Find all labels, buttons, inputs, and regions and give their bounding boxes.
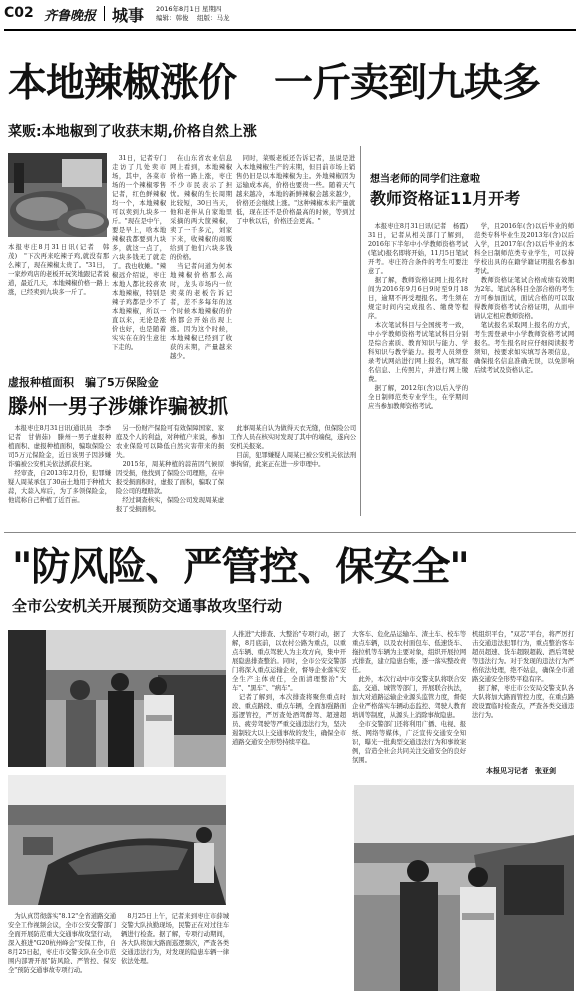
story3-column-2: 另一份财产保险可有效保障国家、家庭及个人的利益，对种植户来说，参加农业保险可以降低自然灾害带来的损失。 2015年，周某种植的蒜苗因气候原因受损，他找到了保险公司理赔，在申报受损面积时，虚报了面积，骗取了保险公司的理赔款。 经过调查核实，保险公司发现周某虚报了受损面积。 [116,424,224,513]
page-header [0,0,580,26]
story4-headline: "防风险、严管控、保安全" [12,545,469,590]
story1-subhead: 菜贩:本地椒到了收获末期,价格自然上涨 [8,124,257,140]
editor-credit: 编辑：韩俊 [156,14,189,22]
story3-column-1: 本报枣庄8月31日讯(通讯员 李季 记者 甘倩茹) 滕州一男子虚报种植面积、虚报种植面积，骗取保险公司5万元保险金，近日该男子因涉嫌诈骗被公安机关依法抓获归案。 经审查，自2013年2月份，犯罪嫌疑人周某承包了30亩土地用于种植大蒜，大蒜入库后，为了多领保险金，他谎称自己种植了近百亩。 [8,424,118,504]
story4-photo-caption-2: 8月25日上午，记者来到枣庄市薛城交警大队执勤现场，民警正在对过往车辆进行检查。据了解，专项行动期间，各大队将加大路面巡逻频次，严查各类交通违法行为，对发现的隐患车辆一律依法处理。 [121,912,229,965]
story2-headline: 教师资格证11月开考 [370,189,521,208]
story1-headline: 本地辣椒涨价 一斤卖到九块多 [8,61,541,106]
story4-subhead: 全市公安机关开展预防交通事故攻坚行动 [12,597,283,615]
paper-logo: 齐鲁晚报 [44,9,97,24]
story4-column-right: 机组织平台，"双芯"平台，将严厉打击交通违法犯罪行为，重点整治客车超员超速、货车超限超载、酒后驾驶等违法行为。对于发现的违法行为严格依法处理，绝不姑息，确保全市道路交通安全形势平稳有序。 据了解，枣庄市公安局交警支队各大队将加大路面管控力度，在重点路段设置临时检查点，严查各类交通违法行为。 [472,630,574,719]
story3-column-3: 此事周某自认为做得天衣无缝，但保险公司工作人员在核实时发现了其中的端倪，遂向公安机关报案。 目前，犯罪嫌疑人周某已被公安机关依法刑事拘留，此案正在进一步审理中。 [230,424,356,468]
story4-photo-police-checkpoint [8,630,226,767]
story4-reporter-byline: 本报见习记者 张亚剑 [486,767,556,775]
story2-column-2: 学，且2016年(含)以后毕业的师范类专科毕业生及2013年(含)以后入学，且2017年(含)以后毕业的本科全日制师范类专业学生，可以持学校出具的在籍学籍证明报名参加考试。 教师资格证笔试合格成绩有效期为2年。笔试各科目全部合格的考生方可参加面试，面试合格的可以取得教师资格考试合格证明，从而申请认定相应教师资格。 笔试报名采取网上报名的方式，考生需登录中小学教师资格考试网报名。考生报名时应仔细阅读报考须知，按要求如实填写各项信息，确保报名信息准确无误，以免影响后续考试及资格认定。 [474,222,574,374]
story4-column-mid-1: 人推进"大排查、大整治"专项行动，据了解，8月底前，以农村公路为重点，以重点车辆、重点驾驶人为主攻方向，集中开展隐患排查整治。同时，全市公安交警部门将深入重点运输企业，督导企业落实安全生产主体责任，全面清理整治"大车"、"黑车"、"病车"。 记者了解到，本次排查将聚焦重点时段、重点路段、重点车辆，全面加强路面巡逻管控，严厉查处酒驾醉驾、超速超员、疲劳驾驶等严重交通违法行为，坚决遏制较大以上交通事故的发生，确保全市道路交通安全形势持续平稳。 [232,630,346,746]
header-rule [4,29,576,31]
story2-kicker: 想当老师的同学们注意啦 [370,174,480,185]
logo-divider [104,6,105,21]
story4-photo-caption-1: 为认真贯彻落实"8.12"全省道路交通安全工作视频会议，全市公安交警部门全面开展防范重大交通事故攻坚行动，深入推进"G20杭州峰会"安保工作，自8月25日起，枣庄市交警支队在全市范围内部署开展"防风险、严管控、保安全"预防交通事故专项行动。 [8,912,116,974]
story1-column-2: 在山东省农业信息网上看到，本地辣椒价格一路上涨，枣庄不少市民表示了担忧。辣椒的生长周期比较短，30日当天，他和老伴从自家地里采摘的两大筐辣椒，卖了一千多元，刘家下来，收辣椒的商贩给到了他们六块多钱的价格。 当记者问道为何本地辣椒价格那么高时，龙头市场内一位卖菜的老板告诉记者，差不多每年的这个时候本地辣椒的价格都会开始出现上涨。因为这个时候，本地辣椒已经到了收获的末期，产量越来越少。 [170,154,232,360]
page-number: C02 [4,5,34,21]
issue-date: 2016年8月1日 [156,5,201,13]
issue-weekday: 星期四 [202,5,222,13]
story4-photo-traffic-stop [8,775,226,905]
story1-photo-pepper-stall [8,153,107,237]
designer-credit: 组版：马龙 [197,14,230,22]
section-title: 城事 [112,6,145,25]
story4-top-rule [4,532,576,533]
story4-photo-inspection [354,785,574,991]
story1-lead: 本报枣庄8月31日讯(记者 韩茂) "下次再来吃辣子鸡,就没有那么辣了，现在辣椒太贵了。"31日，一家炒鸡店的老板开玩笑地跟记者说道，最近几天，本地辣椒价格一路上涨，已经卖到九块多一斤了。 [8,243,109,296]
story1-story2-divider [360,146,361,516]
story3-headline: 滕州一男子涉嫌诈骗被抓 [8,394,228,418]
story4-column-mid-2: 大客车、危化品运输车、渣土车、校车等重点车辆，以及农村面包车、低速货车、拖拉机等车辆为主要对象，组织开展拉网式排查，建立隐患台账，逐一落实整改责任。 此外，本次行动中市交警支队将联合安监、交通、城管等部门，开展联合执法，加大对道路运输企业源头监管力度，督促企业严格落实车辆动态监控、驾驶人教育培训等制度，从源头上消除事故隐患。 全市交警部门还将利用广播、电视、报纸、网络等媒体，广泛宣传交通安全知识，曝光一批典型交通违法行为和事故案例，营造全社会共同关注交通安全的良好氛围。 [352,630,466,764]
story1-column-3: 同时，菜贩老板还告诉记者，虽说是进入本地辣椒生产的末期，但目前市场上销售仍旧是以本地辣椒为主。外地辣椒因为运输成本高，价格也要贵一些。随着天气越来越冷，本地的新鲜辣椒会越来越少，价格还会继续上涨。"这种辣椒本来产量就低，现在还不是价格最高的时候，等到过了中秋以后，价格还会更高。" [236,154,355,225]
story3-kicker: 虚报种植面积 骗了5万保险金 [8,376,159,389]
story2-column-1: 本报枣庄8月31日讯(记者 杨霞) 31日，记者从相关部门了解到，2016年下半年中小学教师资格考试(笔试)报名即将开始，11月5日笔试开考。枣庄符合条件的考生可要注意了。 据了解，教师资格证网上报名时间为2016年9月6日9时至9月18日，逾期不再受理报名。考生须在规定时间内完成报名、缴费等程序。 本次笔试科目与全国统考一致，中小学教师资格考试笔试科目分别是综合素质、教育知识与能力、学科知识与教学能力。报考人员须登录考试网站进行网上报名，填写报名信息、上传照片，并进行网上缴费。 据了解，2012年(含)以后入学的全日制师范类专业学生，在学期间应当参加教师资格考试。 [368,222,475,410]
story1-column-1: 31日，记者专门走访了几处卖市场，其中，各菜市场的一个辣椒零售记者，红色鲜辣椒均一个，本地辣椒可以卖到九块多一斤。"现在是中午，要是早上，啥本地辣椒我都要到九块多，就这一点了，六块多钱无了就走了。我也收摊。"辣椒远介绍说，枣庄本地人都比较喜欢本地辣椒，特别是辣子鸡都是少不了本地辣椒，所以一直以来，无论是涨价也好，也是随着实实在在的生意往下走的。 [112,154,166,351]
